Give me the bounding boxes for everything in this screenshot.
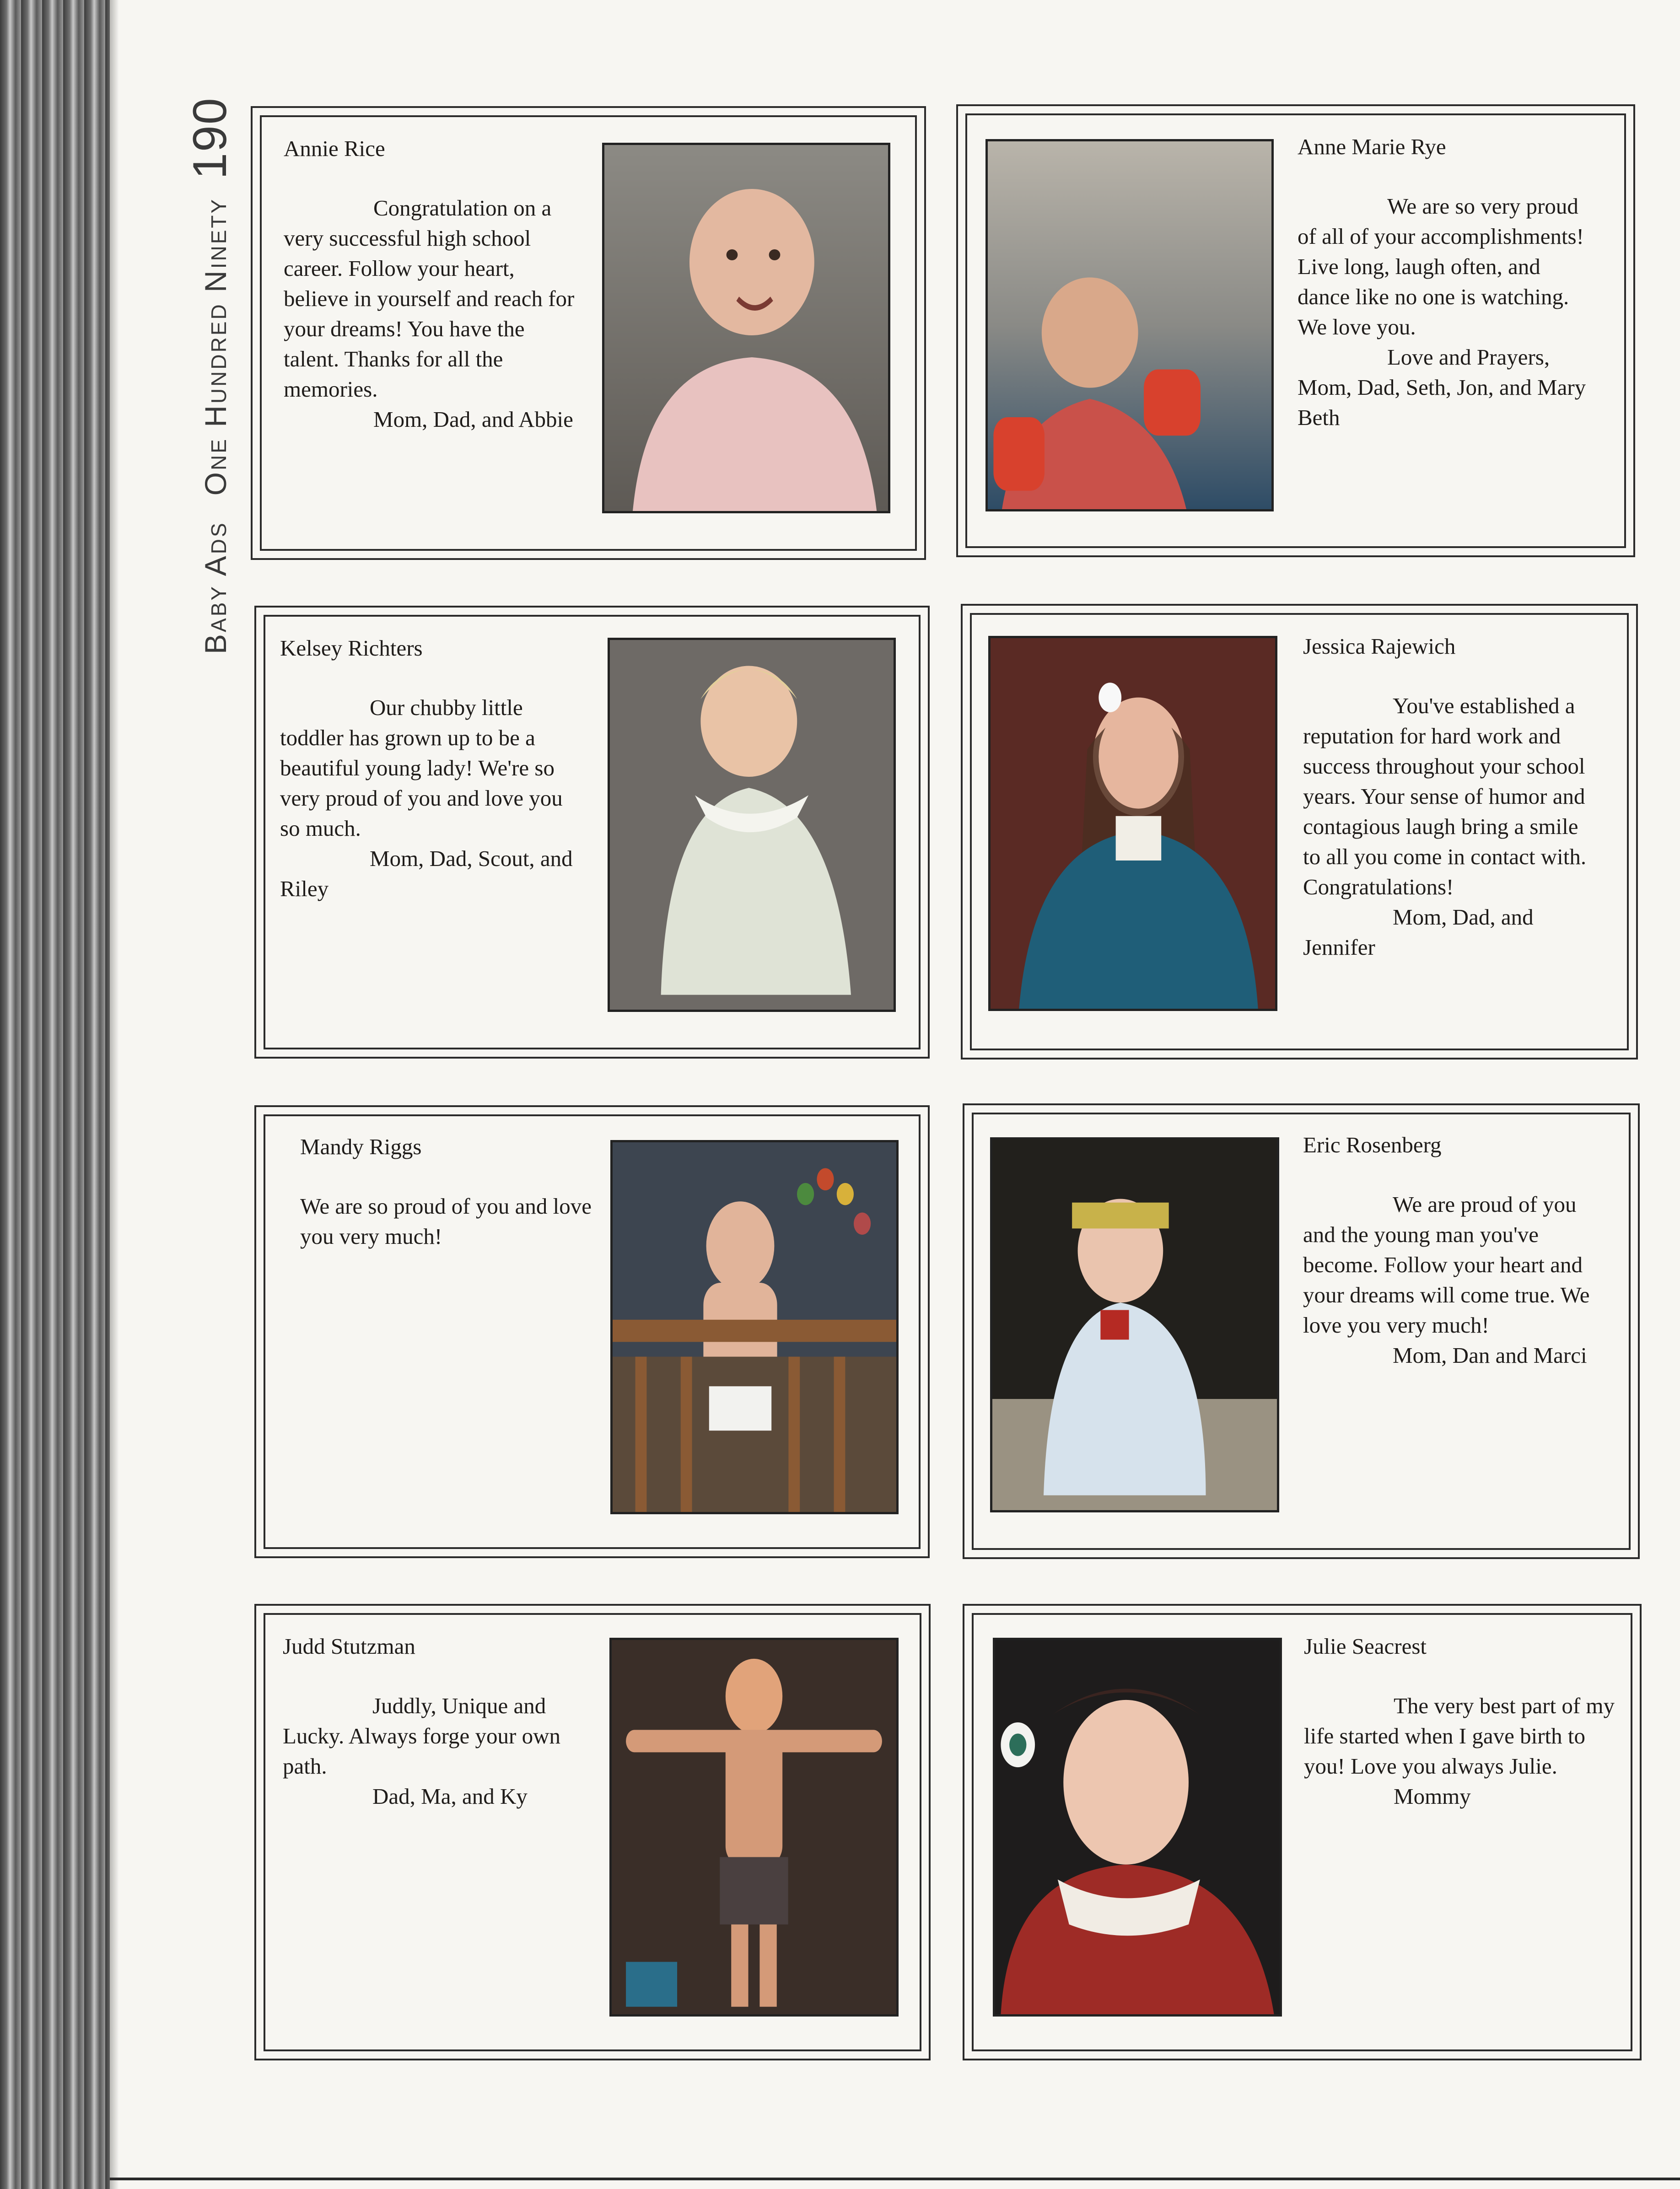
page-number-words: One Hundred Ninety: [199, 197, 232, 496]
ad-name: Judd Stutzman: [283, 1634, 415, 1659]
page-bottom-border: [110, 2178, 1680, 2180]
ad-name: Annie Rice: [284, 136, 385, 161]
ad-message: We are proud of you and the young man you've become. Follow your heart and your dreams will come true. We love you very much!: [1303, 1192, 1590, 1338]
ad-signature: Mom, Dad, Scout, and Riley: [280, 846, 573, 901]
ad-text: [1303, 631, 1596, 963]
baby-ad-anne-marie-rye: [956, 104, 1635, 557]
ad-text: [1298, 132, 1590, 433]
ad-message: Congratulation on a very successful high school career. Follow your heart, believe in yourself and reach for your dreams! You have the talent. Thanks for all the memories.: [284, 195, 575, 402]
baby-ad-julie-seacrest: [963, 1604, 1642, 2060]
baby-ad-kelsey-richters: [254, 606, 930, 1059]
ad-name: Mandy Riggs: [300, 1134, 422, 1159]
child-photo: [988, 636, 1277, 1011]
ad-name: Jessica Rajewich: [1303, 634, 1456, 659]
section-title: Baby Ads: [199, 521, 232, 654]
baby-photo: [993, 1638, 1282, 2017]
ad-signature: Mommy: [1394, 1784, 1471, 1809]
page-number: 190: [183, 97, 237, 179]
ad-signature: Love and Prayers, Mom, Dad, Seth, Jon, and Mary Beth: [1298, 344, 1586, 430]
baby-ad-mandy-riggs: [254, 1105, 930, 1558]
ad-text: [284, 134, 576, 435]
baby-photo: [610, 1140, 899, 1514]
ad-message: The very best part of my life started when I gave birth to you! Love you always Julie.: [1304, 1693, 1615, 1779]
ad-signature: Dad, Ma, and Ky: [372, 1784, 528, 1809]
ad-message: We are so very proud of all of your accomplishments! Live long, laugh often, and dance like no one is watching. We love you.: [1298, 194, 1584, 339]
child-photo: [609, 1638, 899, 2017]
ad-name: Eric Rosenberg: [1303, 1132, 1442, 1157]
baby-ad-judd-stutzman: [254, 1604, 931, 2060]
baby-photo: [602, 143, 890, 513]
page-header-vertical: [183, 97, 237, 654]
baby-photo: [990, 1137, 1279, 1512]
baby-photo: [608, 638, 896, 1012]
ad-message: We are so proud of you and love you very much!: [300, 1194, 592, 1249]
book-binding-edge: [0, 0, 110, 2189]
ad-signature: Mom, Dan and Marci: [1393, 1343, 1587, 1368]
baby-photo: [985, 139, 1274, 511]
ad-message: You've established a reputation for hard work and success throughout your school years. Your sense of humor and contagious laugh bring a smile to all you come in contact with. Congratulations!: [1303, 693, 1587, 899]
ad-name: Julie Seacrest: [1304, 1634, 1427, 1659]
ad-message: Our chubby little toddler has grown up to be a beautiful young lady! We're so very proud of you and love you so much.: [280, 695, 563, 841]
ad-name: Kelsey Richters: [280, 635, 423, 661]
ad-signature: Mom, Dad, and Abbie: [373, 407, 573, 432]
baby-ad-eric-rosenberg: [963, 1103, 1640, 1559]
ad-message: Juddly, Unique and Lucky. Always forge your own path.: [283, 1693, 560, 1779]
ad-text: [1303, 1130, 1596, 1371]
ad-text: [283, 1631, 576, 1812]
ad-text: [300, 1132, 593, 1252]
baby-ad-jessica-rajewich: [961, 604, 1638, 1060]
ad-text: [280, 633, 573, 904]
baby-ad-annie-rice: [251, 106, 926, 560]
ad-name: Anne Marie Rye: [1298, 134, 1446, 159]
ad-signature: Mom, Dad, and Jennifer: [1303, 904, 1534, 960]
ad-text: [1304, 1631, 1624, 1812]
